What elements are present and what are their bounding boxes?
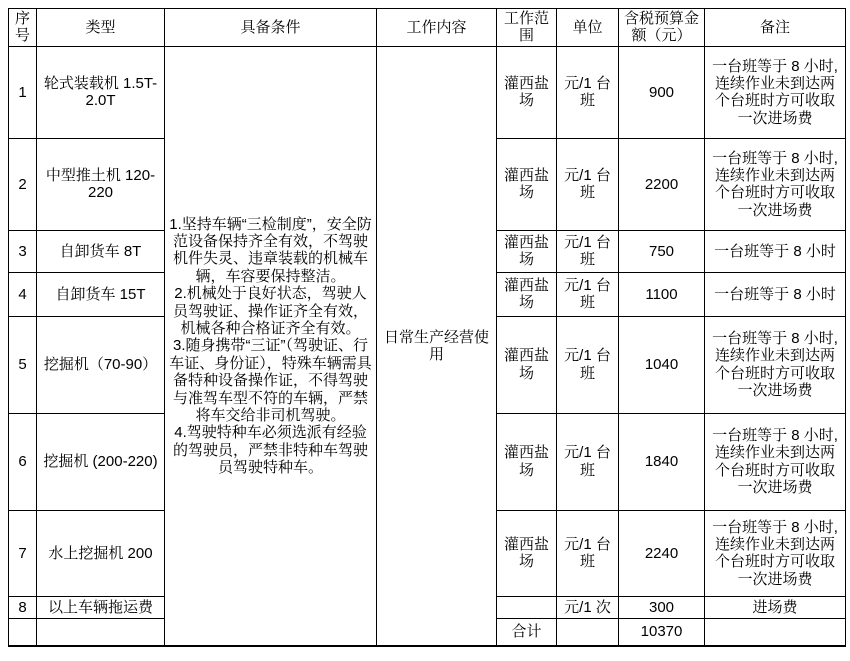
cell-unit: 元/1 台班 xyxy=(557,230,619,272)
col-header-type: 类型 xyxy=(37,9,165,47)
cell-unit: 元/1 台班 xyxy=(557,510,619,596)
cell-type: 轮式装载机 1.5T-2.0T xyxy=(37,46,165,138)
col-header-no: 序号 xyxy=(9,9,37,47)
cell-no: 8 xyxy=(9,596,37,618)
cell-unit: 元/1 台班 xyxy=(557,138,619,230)
cell-scope: 灌西盐场 xyxy=(497,413,557,510)
cell-type: 以上车辆拖运费 xyxy=(37,596,165,618)
cell-scope xyxy=(497,596,557,618)
header-row xyxy=(9,9,846,47)
cell-no: 6 xyxy=(9,413,37,510)
cell-remark xyxy=(705,618,846,646)
table-row xyxy=(9,46,846,138)
col-header-amount: 含税预算金额（元） xyxy=(619,9,705,47)
col-header-scope: 工作范围 xyxy=(497,9,557,47)
cell-remark: 一台班等于 8 小时,连续作业未到达两个台班时方可收取一次进场费 xyxy=(705,138,846,230)
total-amount-cell: 10370 xyxy=(619,618,705,646)
cell-no: 2 xyxy=(9,138,37,230)
cell-unit: 元/1 台班 xyxy=(557,413,619,510)
cell-scope: 灌西盐场 xyxy=(497,272,557,316)
condition-item: 3.随身携带“三证”（驾驶证、行车证、身份证），特殊车辆需具备特种设备操作证，不得驾驶与准驾车型不符的车辆，严禁将车交给非司机驾驶。 xyxy=(169,337,372,424)
cell-amount: 2200 xyxy=(619,138,705,230)
cell-amount: 1040 xyxy=(619,316,705,413)
cell-remark: 一台班等于 8 小时,连续作业未到达两个台班时方可收取一次进场费 xyxy=(705,316,846,413)
cell-type: 挖掘机 (200-220) xyxy=(37,413,165,510)
equipment-rate-table xyxy=(8,8,846,647)
cell-remark: 一台班等于 8 小时 xyxy=(705,230,846,272)
cell-scope: 灌西盐场 xyxy=(497,138,557,230)
cell-no: 4 xyxy=(9,272,37,316)
cell-no: 7 xyxy=(9,510,37,596)
condition-item: 1.坚持车辆“三检制度”，安全防范设备保持齐全有效，不驾驶机件失灵、违章装载的机械车辆，车容要保持整洁。 xyxy=(169,215,372,285)
col-header-remark: 备注 xyxy=(705,9,846,47)
cell-type: 自卸货车 15T xyxy=(37,272,165,316)
cell-scope: 灌西盐场 xyxy=(497,316,557,413)
cell-scope: 灌西盐场 xyxy=(497,46,557,138)
cell-remark: 一台班等于 8 小时,连续作业未到达两个台班时方可收取一次进场费 xyxy=(705,510,846,596)
cell-scope: 灌西盐场 xyxy=(497,510,557,596)
cell-remark: 一台班等于 8 小时,连续作业未到达两个台班时方可收取一次进场费 xyxy=(705,413,846,510)
cell-amount: 1100 xyxy=(619,272,705,316)
work-content-cell: 日常生产经营使用 xyxy=(377,46,497,646)
col-header-conditions: 具备条件 xyxy=(165,9,377,47)
cell-unit: 元/1 次 xyxy=(557,596,619,618)
col-header-content: 工作内容 xyxy=(377,9,497,47)
cell-scope: 灌西盐场 xyxy=(497,230,557,272)
cell-type: 中型推土机 120-220 xyxy=(37,138,165,230)
cell-type xyxy=(37,618,165,646)
cell-no: 1 xyxy=(9,46,37,138)
cell-unit xyxy=(557,618,619,646)
cell-no: 5 xyxy=(9,316,37,413)
cell-remark: 进场费 xyxy=(705,596,846,618)
cell-unit: 元/1 台班 xyxy=(557,46,619,138)
cell-amount: 2240 xyxy=(619,510,705,596)
cell-no xyxy=(9,618,37,646)
cell-type: 挖掘机（70-90） xyxy=(37,316,165,413)
cell-remark: 一台班等于 8 小时,连续作业未到达两个台班时方可收取一次进场费 xyxy=(705,46,846,138)
cell-amount: 1840 xyxy=(619,413,705,510)
conditions-cell xyxy=(165,46,377,646)
cell-amount: 750 xyxy=(619,230,705,272)
cell-remark: 一台班等于 8 小时 xyxy=(705,272,846,316)
condition-item: 4.驾驶特种车必须选派有经验的驾驶员，严禁非特种车驾驶员驾驶特种车。 xyxy=(172,424,368,477)
cell-amount: 300 xyxy=(619,596,705,618)
cell-no: 3 xyxy=(9,230,37,272)
col-header-unit: 单位 xyxy=(557,9,619,47)
cell-unit: 元/1 台班 xyxy=(557,272,619,316)
total-label-cell: 合计 xyxy=(497,618,557,646)
cell-unit: 元/1 台班 xyxy=(557,316,619,413)
cell-type: 水上挖掘机 200 xyxy=(37,510,165,596)
cell-type: 自卸货车 8T xyxy=(37,230,165,272)
condition-item: 2.机械处于良好状态，驾驶人员驾驶证、操作证齐全有效，机械各种合格证齐全有效。 xyxy=(172,285,368,337)
cell-amount: 900 xyxy=(619,46,705,138)
